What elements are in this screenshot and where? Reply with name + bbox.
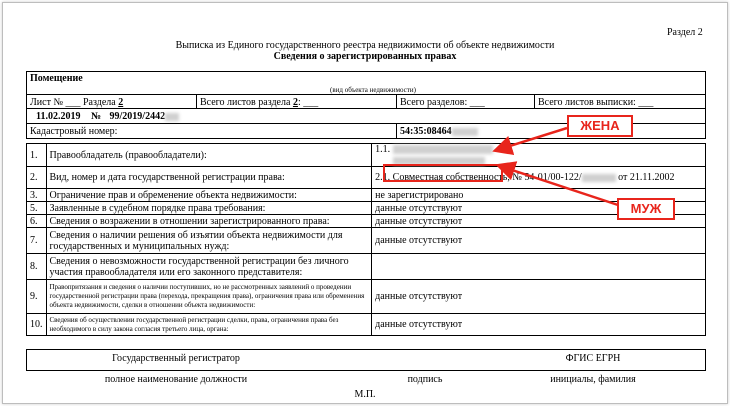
row-label: Заявленные в судебном порядке права требования: xyxy=(46,202,372,215)
row-number: 10. xyxy=(27,314,47,336)
row-label: Правообладатель (правообладатели): xyxy=(46,144,372,167)
object-type: Помещение xyxy=(30,73,83,84)
extract-date: 11.02.2019 xyxy=(36,111,81,122)
wife-arrow xyxy=(497,128,567,150)
row-number: 9. xyxy=(27,280,47,314)
total-sheets-value: 2 xyxy=(292,97,298,108)
position-caption: полное наименование должности xyxy=(104,374,248,385)
wife-label: ЖЕНА xyxy=(567,115,633,137)
row-value: данные отсутствуют xyxy=(372,202,706,215)
row-value: не зарегистрировано xyxy=(372,189,706,202)
row-number: 1. xyxy=(27,144,47,167)
row-number: 6. xyxy=(27,215,47,228)
total-sections: Всего разделов: ___ xyxy=(400,97,485,108)
row-value: данные отсутствуют xyxy=(372,228,706,254)
row-prefix: 1.1. xyxy=(375,144,391,155)
row-label: Сведения о наличии решения об изъятии объекта недвижимости для государственных и муниципальных нужд: xyxy=(46,228,372,254)
row-label: Ограничение прав и обременение объекта недвижимости: xyxy=(46,189,372,202)
extract-number: 99/2019/2442 xyxy=(109,111,166,122)
husband-arrow xyxy=(500,166,618,205)
signature-caption: подпись xyxy=(407,374,443,385)
object-type-caption: (вид объекта недвижимости) xyxy=(330,86,416,94)
sheet-label: Лист № ___ Раздела xyxy=(30,97,116,108)
row-label: Сведения о возражении в отношении зарегистрированного права: xyxy=(46,215,372,228)
row-label: Сведения о невозможности государственной регистрации без личного участия правообладателя или его законного представителя: xyxy=(46,254,372,280)
row-number: 8. xyxy=(27,254,47,280)
sheet-value: 2 xyxy=(118,97,124,108)
registrar-title: Государственный регистратор xyxy=(112,353,240,364)
total-sheets-extract: Всего листов выписки: ___ xyxy=(538,97,654,108)
row-number: 7. xyxy=(27,228,47,254)
section-label: Раздел 2 xyxy=(667,27,703,38)
registry-system: ФГИС ЕГРН xyxy=(565,353,621,364)
row-label: Сведения об осуществлении государственной регистрации сделки, права, ограничения права без необходимого в силу закона согласия третьего лица, органа: xyxy=(46,314,372,336)
registration-number: № 54-01/00-122/ xyxy=(512,172,582,183)
stamp-place: М.П. xyxy=(354,389,376,400)
row-label: Правопритязания и сведения о наличии поступивших, но не рассмотренных заявлений о проведении государственной регистрации права (перехода, прекращения права), ограничения права или обременения объекта недвижимости, сделки в отношении объекта недвижимости: xyxy=(46,280,372,314)
name-caption: инициалы, фамилия xyxy=(550,374,636,385)
row-value: данные отсутствуют xyxy=(372,314,706,336)
number-label: № xyxy=(90,111,102,122)
cadastral-label: Кадастровый номер: xyxy=(30,126,118,137)
document-subtitle: Сведения о зарегистрированных правах xyxy=(273,51,457,62)
row-number: 2. xyxy=(27,167,47,189)
husband-label: МУЖ xyxy=(617,198,675,220)
row-number: 5. xyxy=(27,202,47,215)
total-sheets-label: Всего листов раздела xyxy=(200,97,291,108)
cadastral-value: 54:35:08464 xyxy=(400,126,452,137)
total-sheets-tail: : ___ xyxy=(297,97,319,108)
row-value: данные отсутствуют xyxy=(372,215,706,228)
registration-date: от 21.11.2002 xyxy=(618,172,675,183)
document-title: Выписка из Единого государственного реестра недвижимости об объекте недвижимости xyxy=(175,40,555,51)
row-value: данные отсутствуют xyxy=(372,280,706,314)
row-number: 3. xyxy=(27,189,47,202)
row-prefix: 2.1. xyxy=(375,172,391,183)
ownership-type: Совместная собственность, xyxy=(392,172,510,183)
row-label: Вид, номер и дата государственной регистрации права: xyxy=(46,167,372,189)
